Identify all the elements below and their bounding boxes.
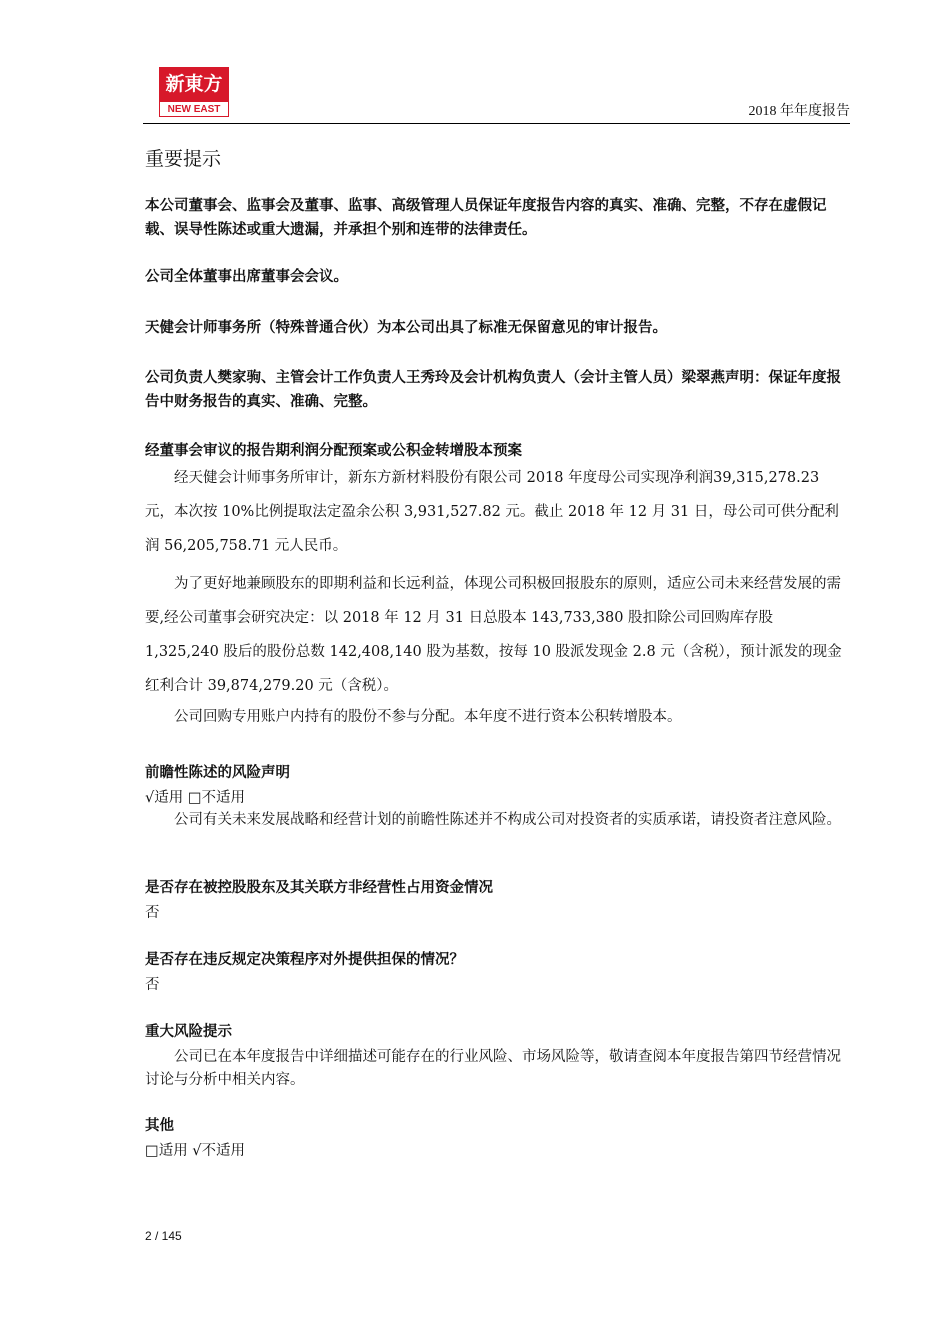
page-number: 2 / 145 [145, 1229, 182, 1243]
page-title: 重要提示 [145, 148, 222, 170]
major-risk-text: 公司已在本年度报告中详细描述可能存在的行业风险、市场风险等，敬请查阅本年度报告第四节经营情况讨论与分析中相关内容。 [145, 1049, 841, 1088]
company-logo [159, 67, 229, 119]
logo-english-text: NEW EAST [159, 101, 229, 117]
notice-responsible-persons: 公司负责人樊家驹、主管会计工作负责人王秀玲及会计机构负责人（会计主管人员）梁翠燕声明：保证年度报告中财务报告的真实、准确、完整。 [145, 370, 841, 410]
forward-looking-text: 公司有关未来发展战略和经营计划的前瞻性陈述并不构成公司对投资者的实质承诺，请投资者注意风险。 [174, 812, 841, 828]
guarantee-heading: 是否存在违反规定决策程序对外提供担保的情况？ [145, 952, 464, 968]
other-applicability: □适用 √不适用 [145, 1143, 246, 1159]
fund-occupation-answer: 否 [145, 905, 160, 921]
profit-paragraph-3: 公司回购专用账户内持有的股份不参与分配。本年度不进行资本公积转增股本。 [174, 709, 682, 725]
notice-board-guarantee: 本公司董事会、监事会及董事、监事、高级管理人员保证年度报告内容的真实、准确、完整，不存在虚假记载、误导性陈述或重大遗漏，并承担个别和连带的法律责任。 [145, 198, 827, 238]
profit-paragraph-2: 为了更好地兼顾股东的即期利益和长远利益，体现公司积极回报股东的原则，适应公司未来经营发展的需要,经公司董事会研究决定：以 2018 年 12 月 31 日总股本 143,733,380 股扣除公司回购库存股 1,325,240 股后的股份总数 142,408,140 股为基数，按每 10 股派发现金 2.8 元（含税），预计派发的现金红利合计 39,874,279.20 元（含税）。 [145, 576, 842, 694]
other-heading: 其他 [145, 1118, 174, 1134]
fund-occupation-heading: 是否存在被控股股东及其关联方非经营性占用资金情况 [145, 880, 493, 896]
forward-looking-applicability: √适用 □不适用 [145, 790, 246, 806]
notice-directors-attendance: 公司全体董事出席董事会会议。 [145, 269, 348, 285]
notice-audit-opinion: 天健会计师事务所（特殊普通合伙）为本公司出具了标准无保留意见的审计报告。 [145, 320, 667, 336]
guarantee-answer: 否 [145, 977, 160, 993]
forward-looking-heading: 前瞻性陈述的风险声明 [145, 765, 290, 781]
profit-distribution-heading: 经董事会审议的报告期利润分配预案或公积金转增股本预案 [145, 443, 522, 459]
logo-chinese-text: 新東方 [159, 67, 229, 101]
profit-paragraph-1: 经天健会计师事务所审计，新东方新材料股份有限公司 2018 年度母公司实现净利润39,315,278.23 元，本次按 10%比例提取法定盈余公积 3,931,527.82 元。截止 2018 年 12 月 31 日，母公司可供分配利润 56,205,758.71 元人民币。 [145, 470, 839, 554]
major-risk-heading: 重大风险提示 [145, 1024, 232, 1040]
header-divider [143, 123, 850, 124]
report-title: 2018 年年度报告 [748, 104, 850, 119]
